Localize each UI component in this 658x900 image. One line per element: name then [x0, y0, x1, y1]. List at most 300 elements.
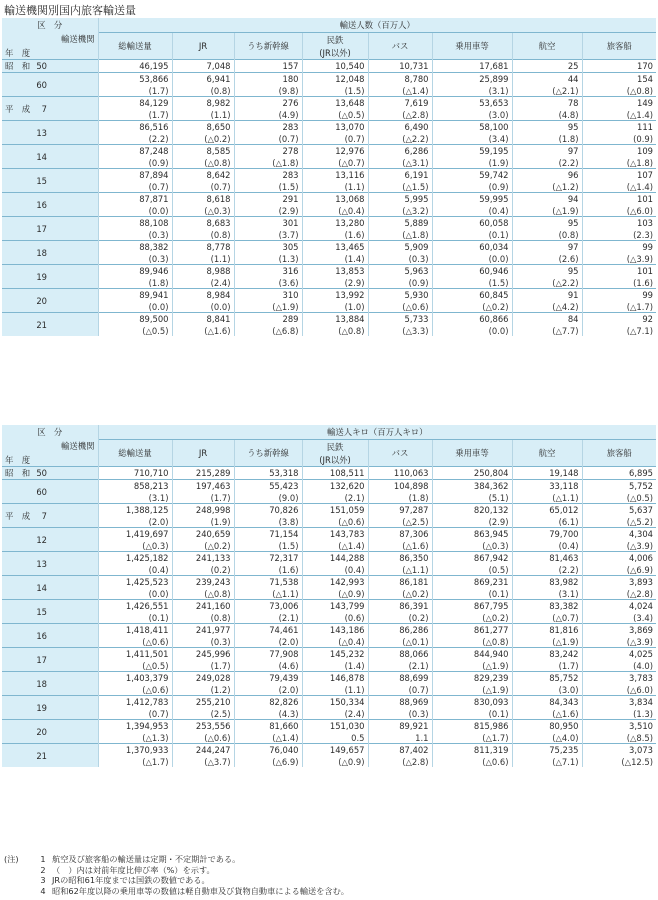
growth-cell: (△0.2) [368, 588, 432, 600]
growth-cell: (0.1) [98, 612, 172, 624]
value-cell: 384,362 [432, 480, 512, 493]
value-cell: 97 [512, 241, 582, 254]
growth-row [2, 325, 656, 336]
table-row [2, 552, 656, 565]
value-cell: 8,585 [172, 145, 234, 158]
value-cell: 19,148 [512, 467, 582, 480]
year-label: 13 [36, 558, 47, 569]
growth-row [2, 612, 656, 624]
growth-cell: (0.9) [432, 181, 512, 193]
growth-cell: (△2.8) [368, 109, 432, 121]
year-cell [2, 97, 98, 121]
growth-cell: (△5.2) [582, 516, 656, 528]
growth-cell: (0.7) [368, 684, 432, 696]
growth-cell: (△0.6) [432, 756, 512, 767]
growth-cell: (△2.5) [368, 516, 432, 528]
value-cell: 77,908 [234, 648, 302, 661]
growth-cell: (△1.1) [512, 492, 582, 504]
nendo-label: 年 度 [2, 46, 98, 60]
growth-cell: (△2.2) [368, 133, 432, 145]
table-row [2, 217, 656, 230]
value-cell: 6,286 [368, 145, 432, 158]
growth-cell: (1.7) [98, 109, 172, 121]
growth-cell: (1.1) [302, 684, 368, 696]
growth-cell: (0.1) [432, 588, 512, 600]
value-cell: 84,343 [512, 696, 582, 709]
year-label: 14 [36, 582, 47, 593]
value-cell: 87,248 [98, 145, 172, 158]
value-cell: 145,232 [302, 648, 368, 661]
growth-cell: (△0.2) [432, 612, 512, 624]
growth-cell: (1.8) [98, 277, 172, 289]
value-cell: 13,068 [302, 193, 368, 206]
growth-cell: (△1.6) [512, 708, 582, 720]
value-cell: 78 [512, 97, 582, 110]
value-cell: 8,988 [172, 265, 234, 278]
era-label: 昭 和 [5, 468, 31, 478]
value-cell: 3,783 [582, 672, 656, 685]
growth-cell: (0.7) [302, 133, 368, 145]
table-row [2, 241, 656, 254]
year-cell [2, 624, 98, 648]
value-cell: 53,866 [98, 73, 172, 86]
growth-cell: (△3.9) [582, 253, 656, 265]
year-cell [2, 289, 98, 313]
growth-cell: (0.0) [98, 205, 172, 217]
growth-cell: (△8.5) [582, 732, 656, 744]
value-cell: 241,133 [172, 552, 234, 565]
col-shinkansen-2: うち新幹線 [234, 440, 302, 467]
growth-cell: (2.4) [302, 708, 368, 720]
footnote-text: 航空及び旅客船の輸送量は定期・不定期計である。 [52, 854, 241, 864]
col-car: 乗用車等 [432, 33, 512, 60]
value-cell: 12,976 [302, 145, 368, 158]
growth-row [2, 109, 656, 121]
year-label: 12 [36, 534, 47, 545]
value-cell: 8,618 [172, 193, 234, 206]
value-cell: 132,620 [302, 480, 368, 493]
value-cell: 310 [234, 289, 302, 302]
growth-cell: (△0.9) [302, 588, 368, 600]
year-label: 21 [36, 750, 47, 761]
value-cell: 5,909 [368, 241, 432, 254]
value-cell: 143,783 [302, 528, 368, 541]
year-label: 7 [41, 510, 47, 521]
growth-cell: (△12.5) [582, 756, 656, 767]
year-label: 15 [36, 175, 47, 186]
footnote-text: JRの昭和61年度までは国鉄の数値である。 [52, 875, 210, 885]
value-cell: 8,650 [172, 121, 234, 134]
growth-cell: (△0.4) [302, 205, 368, 217]
growth-cell: (3.1) [512, 588, 582, 600]
growth-cell: 1.1 [368, 732, 432, 744]
growth-cell: (1.5) [234, 540, 302, 552]
growth-cell: (△0.1) [368, 636, 432, 648]
value-cell: 3,834 [582, 696, 656, 709]
table-row [2, 624, 656, 637]
footnote [4, 875, 349, 886]
year-label: 21 [36, 319, 47, 330]
value-cell: 104,898 [368, 480, 432, 493]
value-cell: 82,826 [234, 696, 302, 709]
footnote [4, 865, 349, 876]
value-cell: 858,213 [98, 480, 172, 493]
value-cell: 6,191 [368, 169, 432, 182]
table-row [2, 480, 656, 493]
growth-cell: (△1.4) [234, 732, 302, 744]
value-cell: 1,418,411 [98, 624, 172, 637]
growth-cell: (△1.8) [582, 157, 656, 169]
value-cell: 1,388,125 [98, 504, 172, 517]
growth-cell: (△0.6) [98, 636, 172, 648]
year-label: 19 [36, 271, 47, 282]
value-cell: 867,795 [432, 600, 512, 613]
growth-cell: (△2.8) [368, 756, 432, 767]
table-row [2, 193, 656, 206]
value-cell: 79,439 [234, 672, 302, 685]
value-cell: 6,895 [582, 467, 656, 480]
value-cell: 240,659 [172, 528, 234, 541]
growth-cell: (△6.0) [582, 205, 656, 217]
value-cell: 844,940 [432, 648, 512, 661]
year-cell [2, 145, 98, 169]
value-cell: 1,411,501 [98, 648, 172, 661]
growth-cell: (0.2) [368, 612, 432, 624]
growth-row [2, 708, 656, 720]
growth-cell: (2.5) [172, 708, 234, 720]
value-cell: 109 [582, 145, 656, 158]
growth-cell: (0.8) [172, 85, 234, 97]
value-cell: 74,461 [234, 624, 302, 637]
value-cell: 146,878 [302, 672, 368, 685]
value-cell: 8,984 [172, 289, 234, 302]
value-cell: 83,242 [512, 648, 582, 661]
value-cell: 5,995 [368, 193, 432, 206]
value-cell: 60,946 [432, 265, 512, 278]
growth-cell: (3.4) [432, 133, 512, 145]
col-mintetsu-sub: (JR以外) [302, 46, 368, 60]
growth-row [2, 157, 656, 169]
value-cell: 44 [512, 73, 582, 86]
table-row [2, 121, 656, 134]
value-cell: 87,306 [368, 528, 432, 541]
value-cell: 8,683 [172, 217, 234, 230]
col-air-2: 航空 [512, 440, 582, 467]
growth-cell: (△0.5) [98, 660, 172, 672]
value-cell: 111 [582, 121, 656, 134]
col-mintetsu-sub-2: (JR以外) [302, 453, 368, 467]
growth-cell: (2.9) [302, 277, 368, 289]
growth-cell: (2.3) [582, 229, 656, 241]
value-cell: 151,030 [302, 720, 368, 733]
growth-cell: (0.8) [172, 612, 234, 624]
era-label: 平 成 [5, 510, 31, 521]
value-cell: 248,998 [172, 504, 234, 517]
growth-cell: (1.4) [302, 253, 368, 265]
value-cell: 13,853 [302, 265, 368, 278]
growth-cell: (△2.2) [512, 277, 582, 289]
growth-cell: (△3.1) [368, 157, 432, 169]
value-cell: 88,382 [98, 241, 172, 254]
value-cell: 830,093 [432, 696, 512, 709]
value-cell: 5,963 [368, 265, 432, 278]
value-cell: 316 [234, 265, 302, 278]
value-cell: 283 [234, 121, 302, 134]
growth-cell: (△1.7) [98, 756, 172, 767]
growth-cell: (0.4) [432, 205, 512, 217]
growth-cell: (△1.8) [368, 229, 432, 241]
year-cell [2, 696, 98, 720]
value-cell: 103 [582, 217, 656, 230]
value-cell: 81,816 [512, 624, 582, 637]
value-cell: 1,426,551 [98, 600, 172, 613]
value-cell: 110,063 [368, 467, 432, 480]
value-cell: 180 [234, 73, 302, 86]
value-cell: 1,370,933 [98, 744, 172, 757]
value-cell: 142,993 [302, 576, 368, 589]
value-cell: 10,731 [368, 60, 432, 73]
growth-cell: (1.6) [234, 564, 302, 576]
growth-cell: (△1.6) [172, 325, 234, 336]
value-cell: 60,845 [432, 289, 512, 302]
value-cell: 81,463 [512, 552, 582, 565]
value-cell: 811,319 [432, 744, 512, 757]
year-cell [2, 576, 98, 600]
growth-cell: (9.8) [234, 85, 302, 97]
growth-cell: (0.8) [172, 229, 234, 241]
year-cell [2, 60, 98, 73]
value-cell: 4,025 [582, 648, 656, 661]
value-cell: 1,394,953 [98, 720, 172, 733]
value-cell: 241,160 [172, 600, 234, 613]
growth-cell: (3.1) [432, 85, 512, 97]
growth-cell: (0.0) [98, 301, 172, 313]
growth-cell: (9.0) [234, 492, 302, 504]
growth-cell: (△1.4) [302, 540, 368, 552]
growth-row [2, 516, 656, 528]
table1-body [2, 60, 656, 337]
value-cell: 59,995 [432, 193, 512, 206]
value-cell: 5,930 [368, 289, 432, 302]
value-cell: 7,619 [368, 97, 432, 110]
value-cell: 108,511 [302, 467, 368, 480]
growth-cell: (0.7) [172, 181, 234, 193]
growth-cell: (△3.2) [368, 205, 432, 217]
growth-cell: (1.1) [172, 253, 234, 265]
growth-cell: (1.5) [302, 85, 368, 97]
value-cell: 86,516 [98, 121, 172, 134]
value-cell: 3,893 [582, 576, 656, 589]
table2-body [2, 467, 656, 768]
kikan-label: 輸送機関 [2, 33, 98, 47]
year-cell [2, 467, 98, 480]
table-row [2, 648, 656, 661]
growth-cell: (△6.8) [234, 325, 302, 336]
value-cell: 1,425,523 [98, 576, 172, 589]
value-cell: 8,778 [172, 241, 234, 254]
value-cell: 249,028 [172, 672, 234, 685]
value-cell: 3,073 [582, 744, 656, 757]
table-row [2, 313, 656, 326]
growth-cell: (3.6) [234, 277, 302, 289]
footnote [4, 854, 349, 865]
value-cell: 8,642 [172, 169, 234, 182]
growth-cell: (1.8) [368, 492, 432, 504]
footnote-number: 1 [40, 854, 46, 864]
growth-cell: (1.9) [432, 157, 512, 169]
growth-cell: (2.0) [234, 636, 302, 648]
table-row [2, 289, 656, 302]
growth-cell: (△0.6) [368, 301, 432, 313]
value-cell: 170 [582, 60, 656, 73]
value-cell: 278 [234, 145, 302, 158]
growth-cell: (△1.4) [368, 85, 432, 97]
value-cell: 13,992 [302, 289, 368, 302]
passenger-km-table [2, 425, 656, 767]
footnote-text: （ ）内は対前年度比伸び率（%）を示す。 [52, 864, 215, 875]
growth-cell: (1.1) [172, 109, 234, 121]
growth-cell: (△0.2) [172, 540, 234, 552]
value-cell: 1,425,182 [98, 552, 172, 565]
value-cell: 73,006 [234, 600, 302, 613]
year-label: 14 [36, 151, 47, 162]
growth-cell: (△1.2) [512, 181, 582, 193]
growth-cell: (△0.5) [582, 492, 656, 504]
value-cell: 1,412,783 [98, 696, 172, 709]
growth-cell: (0.7) [98, 181, 172, 193]
table-row [2, 145, 656, 158]
col-mintetsu-2: 民鉄 [302, 440, 368, 454]
value-cell: 3,869 [582, 624, 656, 637]
year-cell [2, 552, 98, 576]
growth-cell: (△3.9) [582, 636, 656, 648]
table-row [2, 696, 656, 709]
year-cell [2, 528, 98, 552]
value-cell: 79,700 [512, 528, 582, 541]
value-cell: 5,752 [582, 480, 656, 493]
growth-cell: (0.9) [582, 133, 656, 145]
year-cell [2, 648, 98, 672]
growth-cell: (1.5) [432, 277, 512, 289]
growth-cell: (2.9) [432, 516, 512, 528]
value-cell: 95 [512, 265, 582, 278]
value-cell: 80,950 [512, 720, 582, 733]
table1-category: 輸送人数（百万人） [98, 18, 656, 33]
value-cell: 3,510 [582, 720, 656, 733]
value-cell: 84,129 [98, 97, 172, 110]
value-cell: 149 [582, 97, 656, 110]
growth-cell: (1.6) [302, 229, 368, 241]
value-cell: 86,181 [368, 576, 432, 589]
growth-cell: (2.4) [172, 277, 234, 289]
value-cell: 1,419,697 [98, 528, 172, 541]
value-cell: 72,317 [234, 552, 302, 565]
growth-cell: (△2.1) [512, 85, 582, 97]
growth-cell: (0.4) [512, 540, 582, 552]
value-cell: 87,871 [98, 193, 172, 206]
growth-cell: (△1.4) [582, 109, 656, 121]
col-car-2: 乗用車等 [432, 440, 512, 467]
growth-row [2, 205, 656, 217]
growth-cell: (△6.0) [582, 684, 656, 696]
value-cell: 5,733 [368, 313, 432, 326]
growth-cell: (6.1) [512, 516, 582, 528]
year-cell [2, 720, 98, 744]
value-cell: 197,463 [172, 480, 234, 493]
year-cell [2, 480, 98, 504]
table-row [2, 528, 656, 541]
growth-row [2, 229, 656, 241]
col-total-2: 総輸送量 [98, 440, 172, 467]
value-cell: 6,941 [172, 73, 234, 86]
growth-cell: (△1.6) [368, 540, 432, 552]
growth-cell: (2.1) [368, 660, 432, 672]
value-cell: 1,403,379 [98, 672, 172, 685]
value-cell: 59,195 [432, 145, 512, 158]
growth-cell: (2.0) [98, 516, 172, 528]
growth-cell: (0.1) [432, 229, 512, 241]
growth-cell: (△0.4) [302, 636, 368, 648]
year-label: 20 [36, 726, 47, 737]
value-cell: 241,977 [172, 624, 234, 637]
year-label: 15 [36, 606, 47, 617]
value-cell: 7,048 [172, 60, 234, 73]
footnote [4, 886, 349, 897]
growth-cell: (2.2) [98, 133, 172, 145]
value-cell: 96 [512, 169, 582, 182]
value-cell: 89,946 [98, 265, 172, 278]
year-label: 17 [36, 223, 47, 234]
growth-cell: (△0.3) [432, 540, 512, 552]
value-cell: 215,289 [172, 467, 234, 480]
year-cell [2, 241, 98, 265]
growth-cell: (△2.8) [582, 588, 656, 600]
value-cell: 239,243 [172, 576, 234, 589]
table-row [2, 60, 656, 73]
year-cell [2, 73, 98, 97]
value-cell: 4,304 [582, 528, 656, 541]
value-cell: 5,637 [582, 504, 656, 517]
value-cell: 149,657 [302, 744, 368, 757]
value-cell: 710,710 [98, 467, 172, 480]
growth-cell: (3.8) [234, 516, 302, 528]
growth-cell: (△1.9) [432, 660, 512, 672]
value-cell: 97 [512, 145, 582, 158]
growth-row [2, 636, 656, 648]
value-cell: 143,186 [302, 624, 368, 637]
growth-row [2, 684, 656, 696]
growth-row [2, 756, 656, 767]
growth-cell: (0.5) [432, 564, 512, 576]
growth-cell: 0.5 [302, 732, 368, 744]
growth-cell: (0.2) [172, 564, 234, 576]
value-cell: 10,540 [302, 60, 368, 73]
value-cell: 250,804 [432, 467, 512, 480]
value-cell: 46,195 [98, 60, 172, 73]
growth-row [2, 253, 656, 265]
growth-cell: (1.0) [302, 301, 368, 313]
passengers-table [2, 18, 656, 336]
growth-row [2, 660, 656, 672]
year-cell [2, 217, 98, 241]
growth-cell: (0.6) [302, 612, 368, 624]
growth-cell: (△0.6) [302, 516, 368, 528]
table-row [2, 169, 656, 182]
col-jr: JR [172, 33, 234, 60]
growth-cell: (2.2) [512, 564, 582, 576]
value-cell: 88,969 [368, 696, 432, 709]
value-cell: 17,681 [432, 60, 512, 73]
